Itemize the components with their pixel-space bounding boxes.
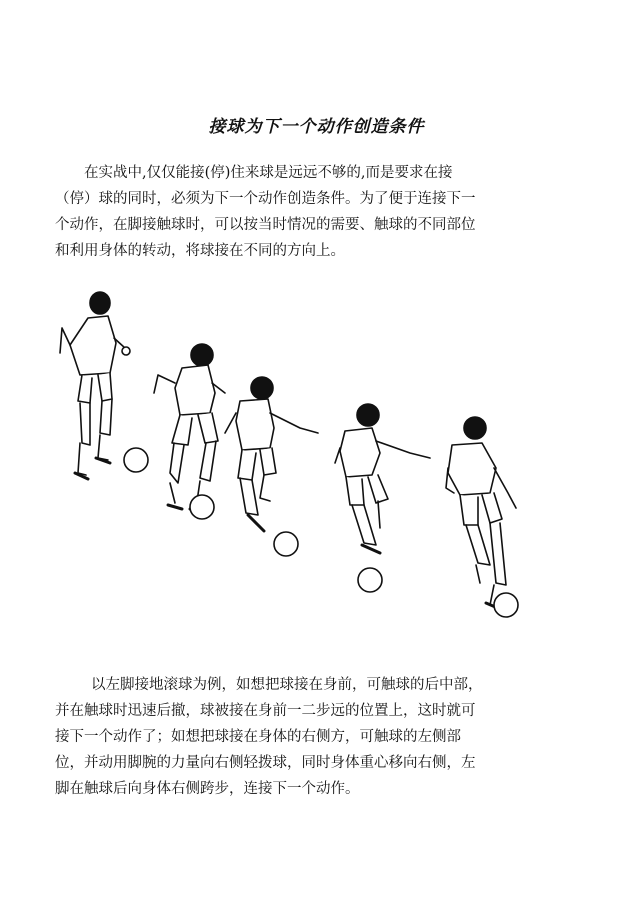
player-figure [446, 417, 516, 609]
player-figure [225, 377, 318, 531]
intro-paragraph [55, 160, 580, 264]
soccer-player-sequence-illustration [50, 283, 540, 628]
paragraph-line: 个动作，在脚接触球时，可以按当时情况的需要、触球的不同部位 [55, 217, 476, 233]
player-figure [60, 292, 130, 479]
paragraph-line: （停）球的同时，必须为下一个动作创造条件。为了便于连接下一 [55, 191, 476, 207]
page-title: 接球为下一个动作创造条件 [208, 117, 425, 137]
paragraph-line: 在实战中,仅仅能接(停)住来球是远远不够的,而是要求在接 [84, 165, 453, 181]
soccer-ball-icon [124, 448, 148, 472]
soccer-ball-icon [274, 532, 298, 556]
paragraph-line: 脚在触球后向身体右侧跨步，连接下一个动作。 [55, 781, 360, 797]
soccer-ball-icon [358, 568, 382, 592]
soccer-ball-icon [494, 593, 518, 617]
paragraph-line: 并在触球时迅速后撤，球被接在身前一二步远的位置上，这时就可 [55, 703, 476, 719]
example-paragraph [55, 672, 580, 802]
paragraph-line: 接下一个动作了；如想把球接在身体的右侧方，可触球的左侧部 [55, 729, 461, 745]
player-figure [335, 404, 430, 553]
paragraph-line: 和利用身体的转动，将球接在不同的方向上。 [55, 243, 345, 259]
player-figure [154, 344, 225, 513]
soccer-ball-icon [190, 495, 214, 519]
paragraph-line: 位，并动用脚腕的力量向右侧轻拨球，同时身体重心移向右侧，左 [55, 755, 476, 771]
paragraph-line: 以左脚接地滚球为例，如想把球接在身前，可触球的后中部， [91, 677, 483, 693]
